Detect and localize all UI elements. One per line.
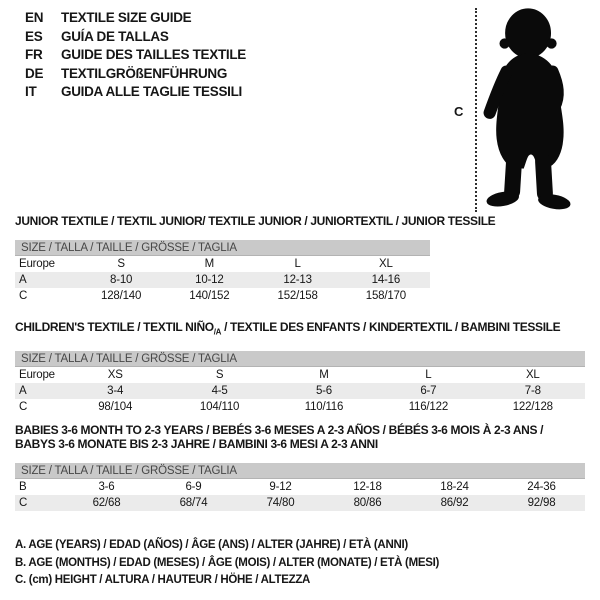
table-row-height [15, 399, 585, 415]
table-row-age [15, 383, 585, 399]
language-row-de [25, 65, 246, 84]
row-label: A [19, 385, 27, 398]
measure-legend [15, 537, 439, 590]
height-measure-label: C [454, 104, 464, 119]
table-row-months [15, 479, 585, 495]
table-cell: L [294, 258, 301, 270]
table-cell: XL [379, 258, 393, 270]
table-cell: 116/122 [408, 401, 449, 414]
table-cell: 104/110 [199, 401, 240, 414]
table-cell: 68/74 [179, 497, 208, 509]
language-code: DE [25, 65, 44, 81]
guide-title-en: TEXTILE SIZE GUIDE [61, 10, 192, 25]
row-label: Europe [19, 369, 55, 382]
table-cell: 18-24 [440, 481, 469, 493]
table-cell: 6-9 [185, 481, 202, 493]
row-label: B [19, 481, 27, 493]
table-cell: 92/98 [527, 497, 556, 509]
table-cell: L [425, 369, 432, 382]
table-cell: 24-36 [527, 481, 556, 493]
children-size-table [15, 367, 585, 415]
row-label: C [19, 401, 28, 414]
baby-head [506, 9, 551, 58]
baby-ear-left [500, 39, 509, 48]
table-cell: 8-10 [110, 274, 133, 286]
title-text: CHILDREN'S TEXTILE / TEXTIL NIÑO [15, 320, 214, 334]
junior-size-table [15, 256, 430, 304]
section-babies-textile [15, 423, 585, 511]
table-cell: 7-8 [524, 385, 541, 398]
table-cell: M [204, 258, 215, 270]
table-cell: 128/140 [101, 290, 142, 302]
table-cell: 10-12 [195, 274, 224, 286]
row-label: Europe [19, 258, 55, 270]
table-cell: 152/158 [277, 290, 318, 302]
title-text: / TEXTILE DES ENFANTS / KINDERTEXTIL / BAMBINI TESSILE [221, 320, 561, 334]
baby-leg-left [512, 162, 514, 192]
baby-silhouette [482, 6, 576, 214]
table-cell: 158/170 [365, 290, 406, 302]
row-label: C [19, 290, 28, 302]
row-label: C [19, 497, 28, 509]
table-cell: XS [107, 369, 123, 382]
size-header-bar: SIZE / TALLA / TAILLE / GRÖSSE / TAGLIA [15, 240, 430, 256]
title-subscript: /A [213, 327, 222, 337]
size-header-bar: SIZE / TALLA / TAILLE / GRÖSSE / TAGLIA [15, 463, 585, 479]
table-cell: S [215, 369, 224, 382]
baby-leg-right [543, 162, 545, 194]
row-label: A [19, 274, 27, 286]
language-code: IT [25, 84, 37, 99]
language-row-es [25, 28, 246, 47]
size-header-bar: SIZE / TALLA / TAILLE / GRÖSSE / TAGLIA [15, 351, 585, 367]
baby-arm-right [552, 72, 557, 108]
legend-line-c: C. (cm) HEIGHT / ALTURA / HAUTEUR / HÖHE / ALTEZZA [15, 574, 311, 586]
language-row-fr [25, 46, 246, 65]
table-cell: 12-18 [353, 481, 382, 493]
table-cell: 12-13 [283, 274, 312, 286]
baby-foot-left [486, 190, 520, 208]
guide-title-it: GUIDA ALLE TAGLIE TESSILI [61, 84, 242, 99]
table-cell: 3-4 [107, 385, 124, 398]
table-cell: 14-16 [371, 274, 401, 286]
section-childrens-textile [15, 320, 585, 415]
baby-ear-right [547, 39, 556, 48]
height-measure-dotted-line [475, 8, 477, 212]
table-cell: 62/68 [92, 497, 121, 509]
babies-size-table [15, 479, 585, 511]
guide-title-es: GUÍA DE TALLAS [61, 28, 169, 44]
section-title-junior: JUNIOR TEXTILE / TEXTIL JUNIOR/ TEXTILE JUNIOR / JUNIORTEXTIL / JUNIOR TESSILE [15, 214, 496, 228]
baby-foot-right [537, 193, 571, 211]
guide-title-fr: GUIDE DES TAILLES TEXTILE [61, 47, 247, 62]
language-code: EN [25, 10, 44, 25]
table-row-europe [15, 256, 430, 272]
guide-title-de: TEXTILGRÖßENFÜHRUNG [61, 65, 228, 81]
legend-line-a: A. AGE (YEARS) / EDAD (AÑOS) / ÂGE (ANS) / ALTER (JAHRE) / ETÀ (ANNI) [15, 539, 408, 551]
table-cell: 122/128 [512, 401, 553, 414]
section-title-babies-line1: BABIES 3-6 MONTH TO 2-3 YEARS / BEBÉS 3-6 MESES A 2-3 AÑOS / BÉBÉS 3-6 MOIS À 2-3 ANS / [15, 423, 544, 437]
language-code: ES [25, 28, 43, 44]
table-cell: 140/152 [189, 290, 230, 302]
table-cell: 74/80 [266, 497, 295, 509]
table-cell: 9-12 [269, 481, 292, 493]
table-cell: 110/116 [304, 401, 344, 414]
table-row-europe [15, 367, 585, 383]
table-cell: S [117, 258, 125, 270]
table-row-height [15, 495, 585, 511]
table-cell: 6-7 [420, 385, 437, 398]
language-code: FR [25, 47, 43, 62]
section-title-babies-line2: BABYS 3-6 MONATE BIS 2-3 JAHRE / BAMBINI 3-6 MESI A 2-3 ANNI [15, 437, 378, 451]
table-cell: XL [525, 369, 540, 382]
table-cell: M [319, 369, 329, 382]
table-cell: 80/86 [353, 497, 382, 509]
section-junior-textile [15, 214, 496, 304]
language-row-it [25, 83, 246, 102]
table-row-age [15, 272, 430, 288]
table-cell: 3-6 [98, 481, 115, 493]
language-title-list [25, 9, 246, 102]
table-cell: 86/92 [440, 497, 469, 509]
table-cell: 5-6 [315, 385, 332, 398]
section-title-children [15, 320, 585, 339]
legend-line-b: B. AGE (MONTHS) / EDAD (MESES) / ÂGE (MOIS) / ALTER (MONATE) / ETÀ (MESI) [15, 556, 440, 569]
table-cell: 98/104 [98, 401, 133, 414]
table-row-height [15, 288, 430, 304]
table-cell: 4-5 [211, 385, 228, 398]
language-row-en [25, 9, 246, 28]
